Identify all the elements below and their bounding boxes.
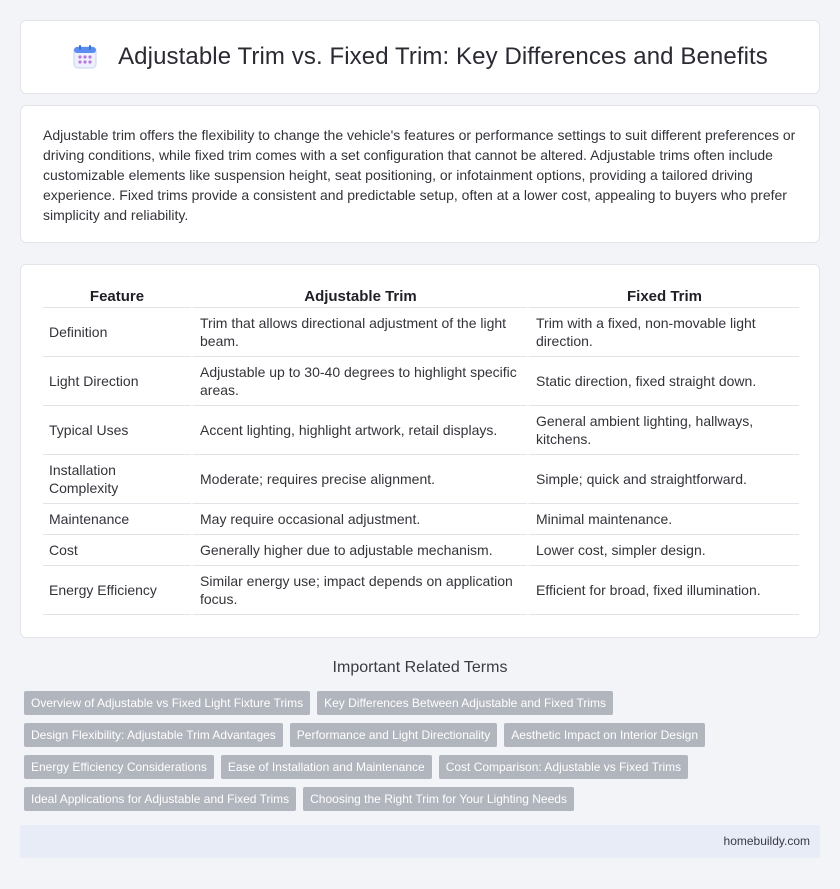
table-row — [43, 406, 799, 455]
table-row — [43, 308, 799, 357]
header-adjustable-trim: Adjustable Trim — [191, 286, 527, 308]
comparison-table-card — [20, 264, 820, 638]
related-term-tag[interactable]: Cost Comparison: Adjustable vs Fixed Trims — [439, 755, 688, 779]
intro-paragraph: Adjustable trim offers the flexibility to change the vehicle's features or performance settings to suit different preferences or driving conditions, while fixed trim comes with a set configuration that cannot be altered. Adjustable trims often include customizable elements like suspension height, seat positioning, or infotainment options, providing a tailored driving experience. Fixed trims provide a consistent and predictable setup, often at a lower cost, appealing to buyers who prefer simplicity and reliability. — [43, 127, 796, 223]
comparison-table — [43, 286, 799, 615]
tag-row — [24, 787, 820, 811]
row-adjustable-cell: Generally higher due to adjustable mechanism. — [191, 535, 527, 566]
header-feature: Feature — [43, 286, 191, 308]
row-feature-cell: Energy Efficiency — [43, 566, 191, 615]
table-row — [43, 566, 799, 615]
row-adjustable-cell: Similar energy use; impact depends on application focus. — [191, 566, 527, 615]
row-adjustable-cell: Accent lighting, highlight artwork, retail displays. — [191, 406, 527, 455]
footer — [20, 825, 820, 858]
row-fixed-cell: Simple; quick and straightforward. — [527, 455, 799, 504]
row-fixed-cell: General ambient lighting, hallways, kitchens. — [527, 406, 799, 455]
table-row — [43, 455, 799, 504]
footer-site-name: homebuildy.com — [723, 834, 810, 848]
related-term-tag[interactable]: Overview of Adjustable vs Fixed Light Fixture Trims — [24, 691, 310, 715]
row-feature-cell: Typical Uses — [43, 406, 191, 455]
row-adjustable-cell: Adjustable up to 30-40 degrees to highlight specific areas. — [191, 357, 527, 406]
title-card — [20, 20, 820, 94]
calendar-icon — [72, 44, 98, 70]
related-term-tag[interactable]: Design Flexibility: Adjustable Trim Advantages — [24, 723, 283, 747]
row-feature-cell: Light Direction — [43, 357, 191, 406]
tag-row — [24, 755, 820, 779]
related-term-tag[interactable]: Energy Efficiency Considerations — [24, 755, 214, 779]
related-term-tag[interactable]: Aesthetic Impact on Interior Design — [504, 723, 705, 747]
table-row — [43, 535, 799, 566]
row-fixed-cell: Minimal maintenance. — [527, 504, 799, 535]
tag-row — [24, 691, 820, 715]
related-term-tag[interactable]: Ideal Applications for Adjustable and Fixed Trims — [24, 787, 296, 811]
related-term-tag[interactable]: Ease of Installation and Maintenance — [221, 755, 432, 779]
related-term-tag[interactable]: Choosing the Right Trim for Your Lighting Needs — [303, 787, 574, 811]
row-fixed-cell: Trim with a fixed, non-movable light direction. — [527, 308, 799, 357]
header-fixed-trim: Fixed Trim — [527, 286, 799, 308]
related-terms-heading: Important Related Terms — [332, 659, 508, 676]
table-row — [43, 357, 799, 406]
intro-card — [20, 105, 820, 243]
row-feature-cell: Maintenance — [43, 504, 191, 535]
related-term-tag[interactable]: Performance and Light Directionality — [290, 723, 497, 747]
row-fixed-cell: Lower cost, simpler design. — [527, 535, 799, 566]
row-fixed-cell: Efficient for broad, fixed illumination. — [527, 566, 799, 615]
row-adjustable-cell: Trim that allows directional adjustment of the light beam. — [191, 308, 527, 357]
table-row — [43, 504, 799, 535]
tag-row — [24, 723, 820, 747]
row-feature-cell: Installation Complexity — [43, 455, 191, 504]
row-adjustable-cell: Moderate; requires precise alignment. — [191, 455, 527, 504]
row-feature-cell: Cost — [43, 535, 191, 566]
row-adjustable-cell: May require occasional adjustment. — [191, 504, 527, 535]
page-title: Adjustable Trim vs. Fixed Trim: Key Differences and Benefits — [118, 43, 768, 70]
table-header-row — [43, 286, 799, 308]
related-terms-list — [24, 691, 820, 819]
related-term-tag[interactable]: Key Differences Between Adjustable and Fixed Trims — [317, 691, 613, 715]
row-fixed-cell: Static direction, fixed straight down. — [527, 357, 799, 406]
row-feature-cell: Definition — [43, 308, 191, 357]
